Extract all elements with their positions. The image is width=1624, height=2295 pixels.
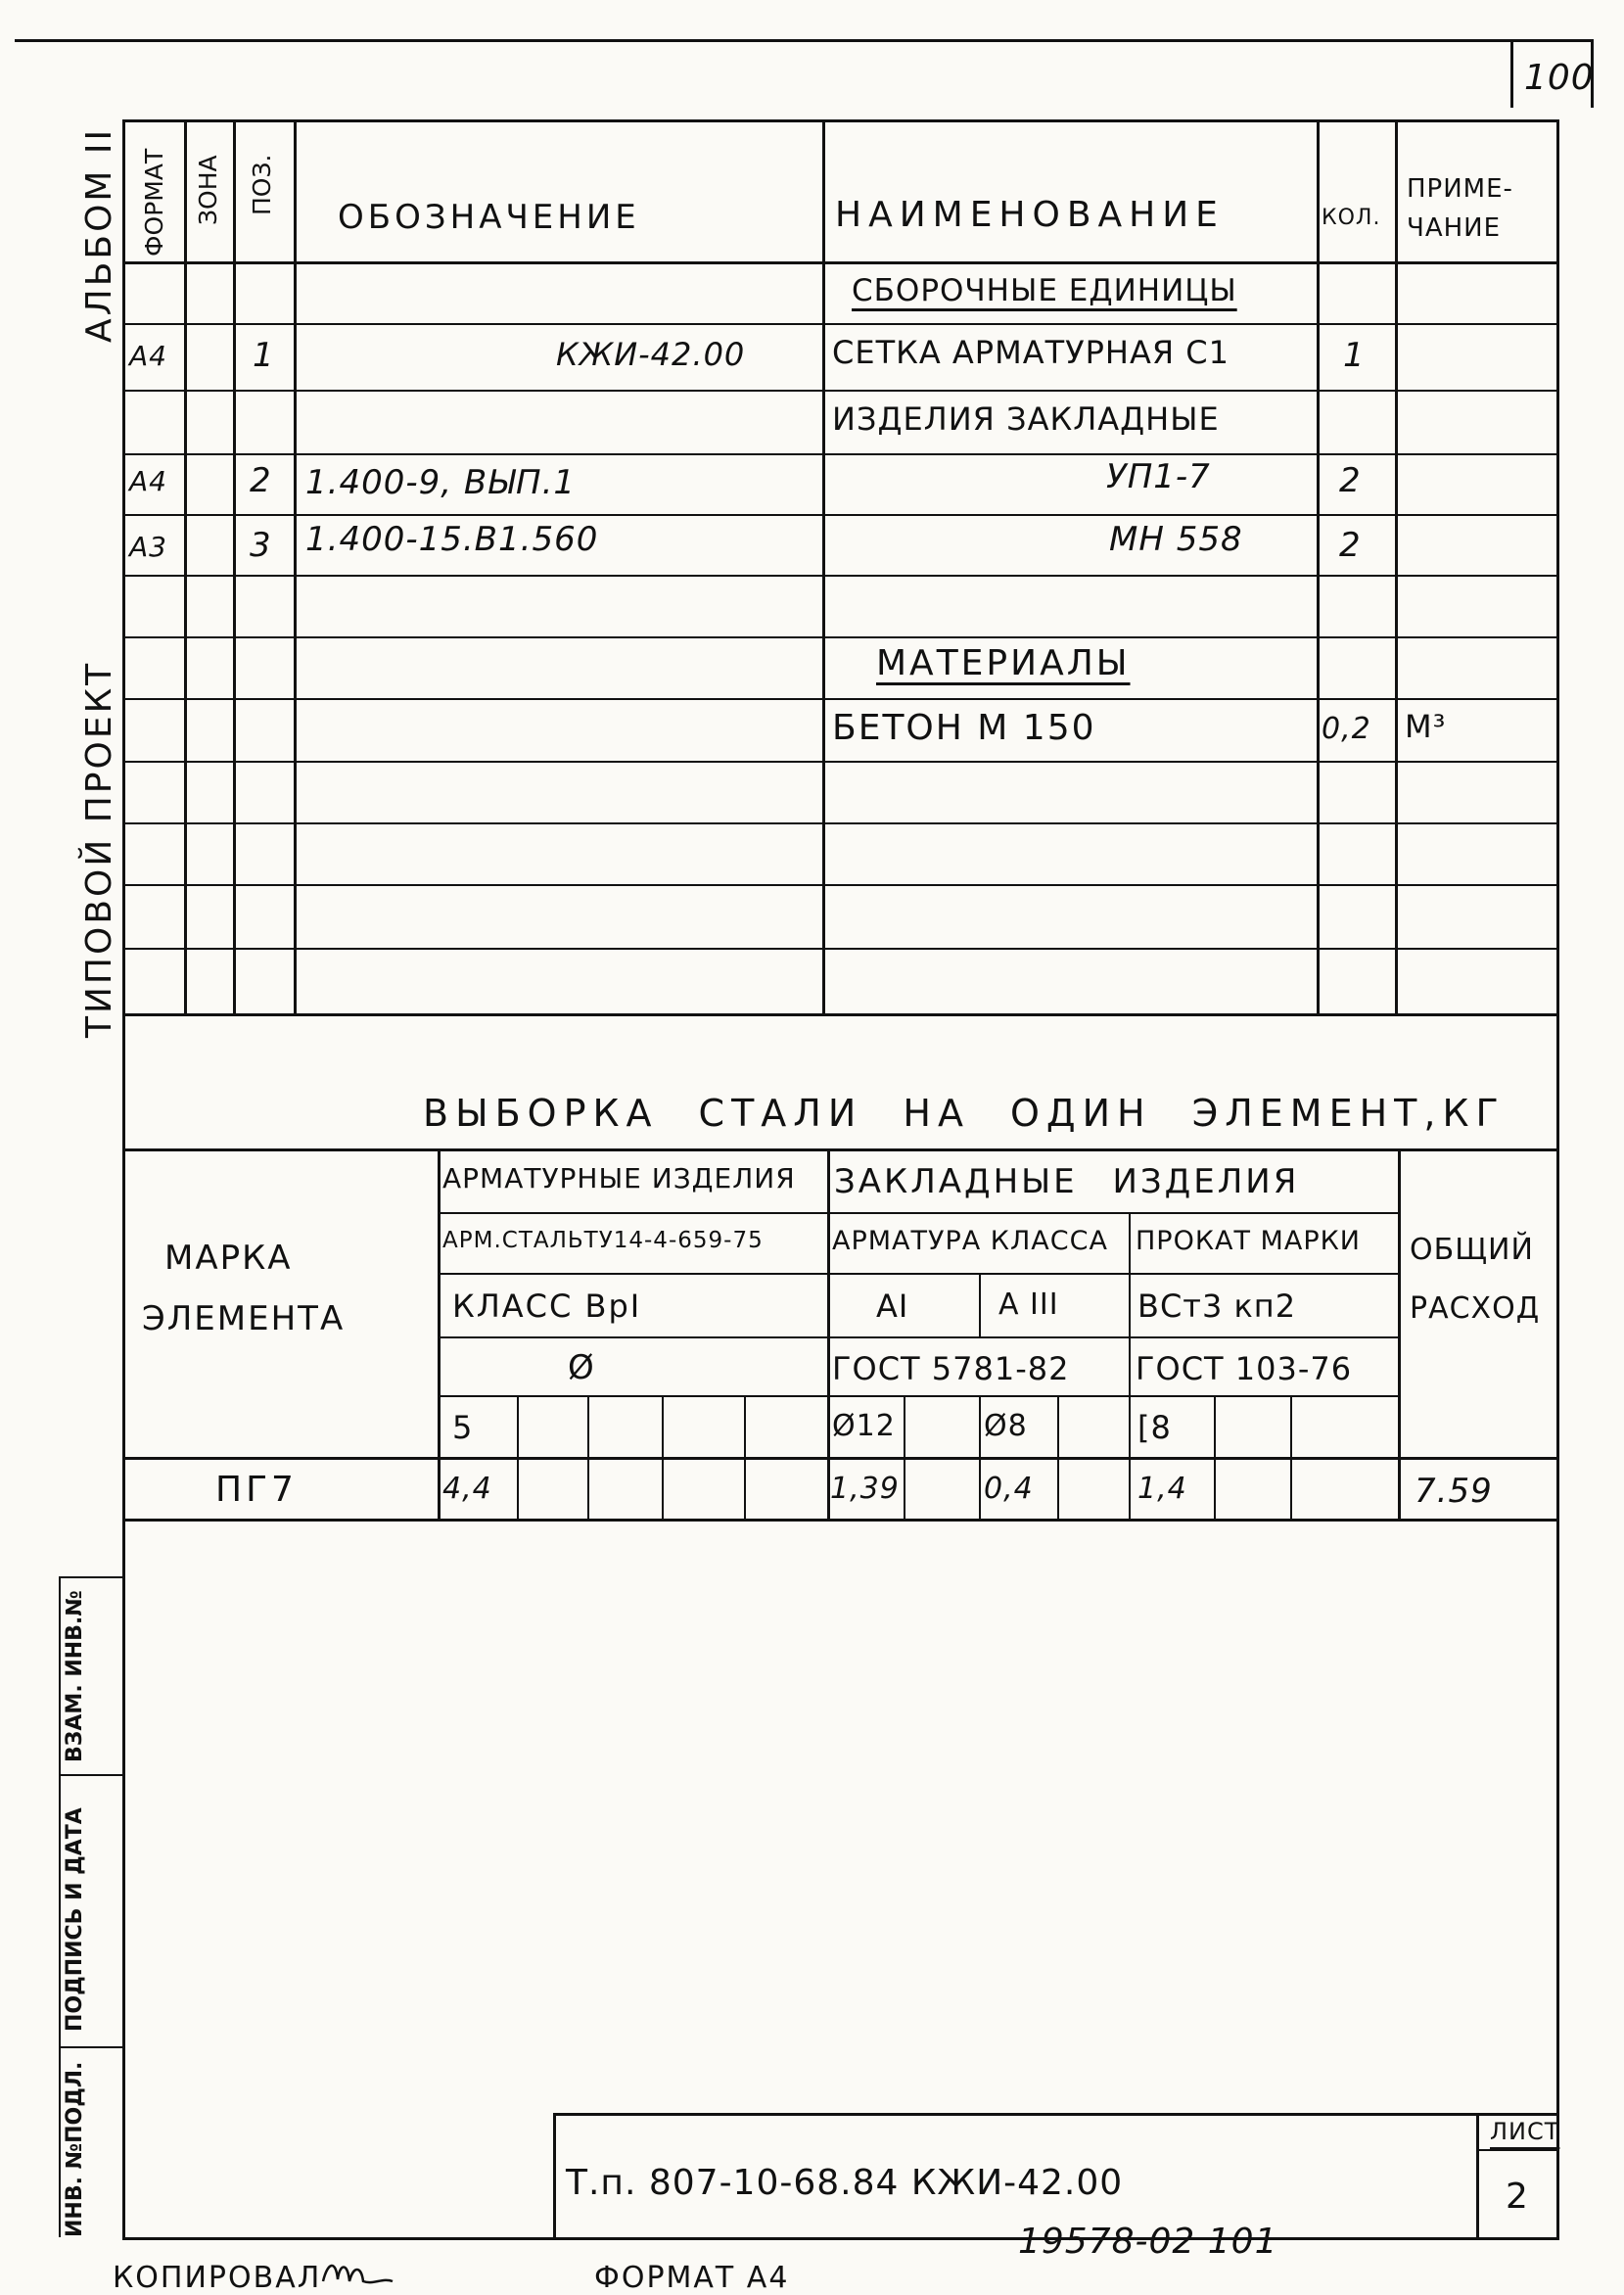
diameter-symbol: Ø: [568, 1348, 595, 1387]
row2-designation: 1.400-9, ВЫП.1: [305, 463, 577, 502]
stamp-signature-date: ПОДПИСЬ И ДАТА: [63, 1807, 87, 2032]
total-header-1: ОБЩИЙ: [1410, 1233, 1534, 1267]
header-note-1: ПРИМЕ-: [1407, 174, 1513, 204]
copied-by-label: КОПИРОВАЛ: [113, 2261, 322, 2295]
mark-header-1: МАРКА: [164, 1239, 293, 1278]
row1-designation: КЖИ-42.00: [556, 336, 746, 373]
row1-format: А4: [129, 340, 167, 372]
header-format: ФОРМАТ: [140, 148, 168, 257]
archive-number: 19578-02 101: [1018, 2222, 1278, 2262]
size-a12: Ø12: [832, 1409, 896, 1443]
size-bp5: 5: [452, 1409, 474, 1446]
row3-pos: 3: [250, 526, 272, 565]
value-bp5: 4,4: [442, 1472, 492, 1506]
row2-qty: 2: [1339, 461, 1362, 500]
row3-format: А3: [129, 531, 167, 563]
row4-note: М³: [1405, 708, 1447, 745]
reinf-steel-header: АРМ.СТАЛЬТУ14-4-659-75: [442, 1228, 764, 1253]
value-total: 7.59: [1415, 1472, 1493, 1511]
row1-name: СЕТКА АРМАТУРНАЯ С1: [832, 334, 1230, 371]
row2-format: А4: [129, 465, 167, 497]
stamp-inv-original: ИНВ. №ПОДЛ.: [63, 2061, 87, 2237]
page-number: 100: [1524, 58, 1595, 98]
stamp-replaced-inv: ВЗАМ. ИНВ.№: [63, 1590, 87, 1762]
album-label: АЛЬБОМ II: [79, 126, 119, 343]
sheet-label: ЛИСТ: [1490, 2118, 1560, 2145]
header-qty: КОЛ.: [1322, 206, 1381, 230]
header-designation: ОБОЗНАЧЕНИЕ: [338, 198, 640, 237]
total-header-2: РАСХОД: [1410, 1291, 1541, 1326]
class-a3: А III: [998, 1288, 1059, 1322]
row3-qty: 2: [1339, 526, 1362, 565]
value-a8: 0,4: [984, 1472, 1034, 1506]
row1-pos: 1: [253, 336, 275, 375]
header-pos: ПОЗ.: [248, 154, 276, 215]
class-a1: АI: [876, 1288, 909, 1325]
size-c8: [8: [1137, 1409, 1172, 1446]
rolled-grade: ВСт3 кп2: [1137, 1288, 1297, 1325]
document-code: Т.п. 807-10-68.84 КЖИ-42.00: [566, 2163, 1124, 2203]
row2-name: УП1-7: [1106, 457, 1211, 496]
copied-by-signature: [318, 2252, 396, 2291]
row1-qty: 1: [1343, 336, 1366, 375]
row4-name: БЕТОН М 150: [832, 708, 1096, 748]
header-name: НАИМЕНОВАНИЕ: [835, 195, 1225, 235]
reinf-class-header: АРМАТУРА КЛАССА: [832, 1226, 1108, 1256]
format-label: ФОРМАТ А4: [594, 2261, 790, 2295]
header-note-2: ЧАНИЕ: [1407, 213, 1502, 243]
gost-reinforcement: ГОСТ 5781-82: [832, 1350, 1070, 1387]
mark-header-2: ЭЛЕМЕНТА: [142, 1299, 346, 1338]
value-c8: 1,4: [1137, 1472, 1187, 1506]
project-label: ТИПОВОЙ ПРОЕКТ: [79, 660, 119, 1038]
section-assembly-units: СБОРОЧНЫЕ ЕДИНИЦЫ: [852, 273, 1237, 308]
reinf-products-header: АРМАТУРНЫЕ ИЗДЕЛИЯ: [442, 1162, 796, 1194]
section-embedded-parts: ИЗДЕЛИЯ ЗАКЛАДНЫЕ: [832, 400, 1220, 438]
row3-designation: 1.400-15.В1.560: [305, 520, 599, 559]
row2-pos: 2: [250, 461, 272, 500]
rolled-grade-header: ПРОКАТ МАРКИ: [1136, 1226, 1361, 1256]
row4-qty: 0,2: [1322, 712, 1371, 746]
value-a12: 1,39: [830, 1472, 900, 1506]
sheet-number: 2: [1506, 2177, 1529, 2217]
section-materials: МАТЕРИАЛЫ: [876, 643, 1131, 683]
embedded-products-header: ЗАКЛАДНЫЕ ИЗДЕЛИЯ: [834, 1162, 1300, 1201]
gost-rolled: ГОСТ 103-76: [1136, 1350, 1353, 1387]
steel-table-title: ВЫБОРКА СТАЛИ НА ОДИН ЭЛЕМЕНТ,КГ: [423, 1092, 1506, 1135]
size-a8: Ø8: [984, 1409, 1028, 1443]
class-bp: КЛАСС ВрI: [452, 1288, 642, 1325]
row3-name: МН 558: [1109, 520, 1243, 559]
header-zone: ЗОНА: [194, 155, 222, 225]
mark-pg7: ПГ7: [215, 1470, 298, 1510]
